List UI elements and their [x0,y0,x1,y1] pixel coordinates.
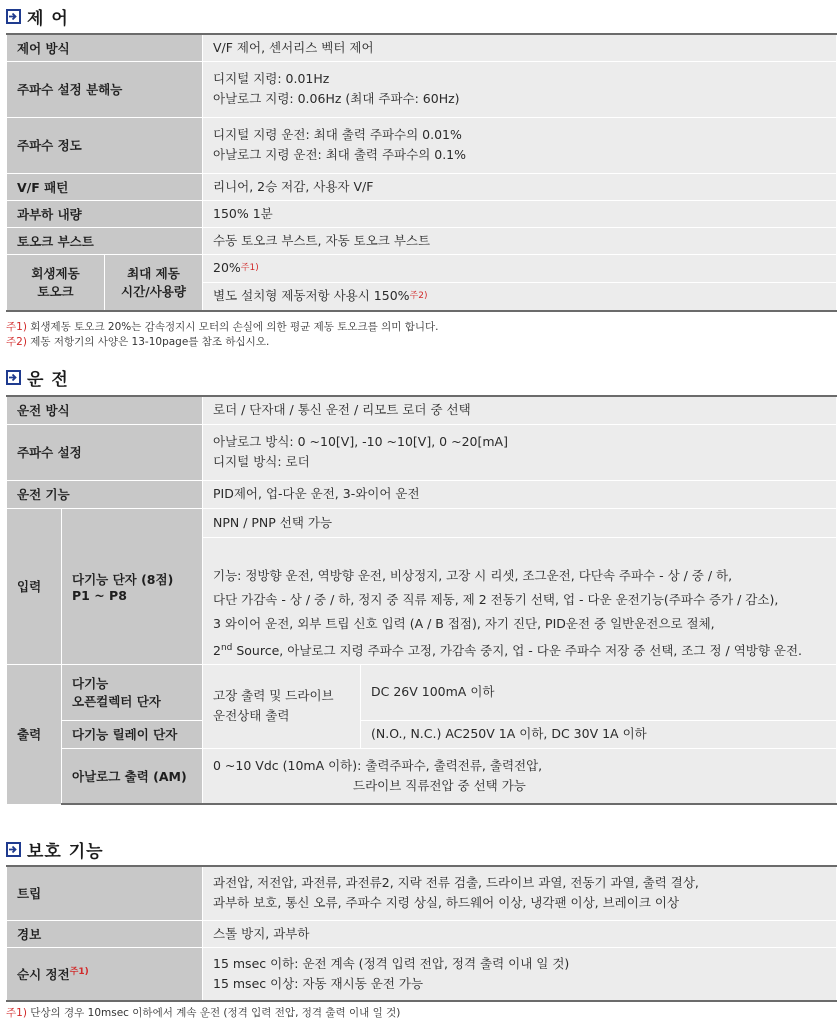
row-label: 과부하 내량 [7,200,203,227]
table-row [7,947,837,1001]
row-label: 주파수 설정 [7,424,203,480]
note-mark: 주1) [240,263,259,273]
table-row [7,748,837,804]
row-label: 운전 방식 [7,396,203,424]
footnote [6,320,439,335]
row-sublabel [62,664,203,720]
row-label: 토오크 부스트 [7,227,203,254]
value-text: 2 [213,642,221,658]
row-value: 150% 1분 [203,200,837,227]
label-line: 회생제동 [31,266,80,281]
table-row [7,34,837,61]
arrow-box-icon [6,370,21,385]
row-value: V/F 제어, 센서리스 벡터 제어 [203,34,837,61]
label-line: 다기능 [72,676,109,691]
table-row [7,480,837,508]
table-row [7,61,837,117]
arrow-box-icon [6,9,21,24]
row-value: 로더 / 단자대 / 통신 운전 / 리모트 로더 중 선택 [203,396,837,424]
note-mark: 주2) [6,336,27,348]
value-line: 아날로그 방식: 0 ~10[V], -10 ~10[V], 0 ~20[mA] [213,434,508,449]
row-label: 주파수 정도 [7,117,203,173]
row-label: 운전 기능 [7,480,203,508]
value-line: 다단 가감속 - 상 / 중 / 하, 정지 중 직류 제동, 제 2 전동기 선택, 업 - 다운 운전기능(주파수 증가 / 감소), [213,591,779,607]
table-row [7,173,837,200]
row-value: (N.O., N.C.) AC250V 1A 이하, DC 30V 1A 이하 [361,720,837,748]
section-title-text: 제 어 [27,8,69,29]
value-text: Source, 아날로그 지령 주파수 고정, 가감속 중지, 업 - 다운 주파수 저장 중 선택, 조그 정 / 역방향 운전. [232,642,803,658]
row-label: 트립 [7,866,203,920]
row-label: 입력 [7,508,62,664]
note-mark: 주1) [69,967,89,978]
value-line: 15 msec 이상: 자동 재시동 운전 가능 [213,975,424,991]
row-value [203,254,837,311]
table-row [7,424,837,480]
value-line: 드라이브 직류전압 중 선택 가능 [353,777,526,793]
row-sublabel: 다기능 릴레이 단자 [62,720,203,748]
table-row [7,254,837,311]
table-row [7,396,837,424]
footnotes-control [6,320,439,350]
label-text: 순시 정전 [17,967,70,983]
label-line: 오픈컬렉터 단자 [72,694,161,709]
value-block [203,537,836,664]
table-row [7,200,837,227]
note-mark: 주2) [409,291,428,301]
row-value: 스톨 방지, 과부하 [203,920,837,947]
row-value: 리니어, 2승 저감, 사용자 V/F [203,173,837,200]
section-title-text: 운 전 [27,369,69,390]
label-line: P1 ~ P8 [72,587,127,603]
control-spec-table [6,33,837,312]
section-title-control [6,3,69,29]
table-row [7,866,837,920]
row-value [203,424,837,480]
value-text: 20% [213,260,241,275]
value-line: 0 ~10 Vdc (10mA 이하): 출력주파수, 출력전류, 출력전압, [213,757,543,773]
row-value [203,61,837,117]
table-row [7,664,837,720]
note-text: 단상의 경우 10msec 이하에서 계속 운전 (정격 입력 전압, 정격 출력 이내 일 것) [26,1007,401,1019]
value-line [213,636,826,663]
table-row [7,920,837,947]
row-label: 제어 방식 [7,34,203,61]
label-line: 시간/사용량 [121,284,186,299]
value-line: 아날로그 지령 운전: 최대 출력 주파수의 0.1% [213,147,467,162]
footnotes-protection [6,1006,400,1021]
operation-spec-table [6,395,837,805]
row-value [203,947,837,1001]
table-row [7,508,837,664]
row-label: 주파수 설정 분해능 [7,61,203,117]
label-line: 다기능 단자 (8점) [72,571,174,587]
table-row [7,720,837,748]
note-mark: 주1) [6,1007,27,1019]
row-sublabel: 아날로그 출력 (AM) [62,748,203,804]
note-text: 제동 저항기의 사양은 13-10page를 참조 하십시오. [26,336,270,348]
row-label [7,947,203,1001]
value-line: 과전압, 저전압, 과전류, 과전류2, 지락 전류 검출, 드라이브 과열, 전동기 과열, 출력 결상, [213,875,699,891]
row-value [203,508,837,664]
value-text: 별도 설치형 제동저항 사용시 150% [213,288,410,303]
note-text: 회생제동 토오크 20%는 감속정지시 모터의 손실에 의한 평균 제동 토오크를 의미 합니다. [26,321,439,333]
row-label [7,254,105,311]
superscript: nd [220,642,233,653]
value-line: 운전상태 출력 [213,708,290,723]
value-line: 디지털 방식: 로더 [213,454,310,469]
row-label: 출력 [7,664,62,804]
arrow-box-icon [6,842,21,857]
value-line: 3 와이어 운전, 외부 트립 신호 입력 (A / B 접점), 자기 진단, PID운전 중 일반운전으로 절체, [213,615,715,631]
note-mark: 주1) [6,321,27,333]
row-sublabel [105,254,203,311]
value-line: 고장 출력 및 드라이브 [213,688,334,703]
section-title-operation [6,364,69,390]
row-label: V/F 패턴 [7,173,203,200]
label-line: 최대 제동 [127,266,180,281]
footnote [6,335,439,350]
value-line: 15 msec 이하: 운전 계속 (정격 입력 전압, 정격 출력 이내 일 것) [213,955,570,971]
value-line: NPN / PNP 선택 가능 [213,514,333,530]
section-title-text: 보호 기능 [27,841,104,862]
table-row [7,227,837,254]
row-value: PID제어, 업-다운 운전, 3-와이어 운전 [203,480,837,508]
value-line [203,282,836,310]
value-line: 기능: 정방향 운전, 역방향 운전, 비상정지, 고장 시 리셋, 조그운전, 다단속 주파수 - 상 / 중 / 하, [213,567,733,583]
label-line: 토오크 [37,284,74,299]
value-line [203,255,836,282]
table-row [7,117,837,173]
footnote [6,1006,400,1021]
row-value [203,748,837,804]
value-line: 디지털 지령: 0.01Hz [213,71,330,86]
protection-spec-table [6,865,837,1002]
row-sublabel [62,508,203,664]
row-value [203,117,837,173]
value-line: 아날로그 지령: 0.06Hz (최대 주파수: 60Hz) [213,91,460,106]
row-value: 수동 토오크 부스트, 자동 토오크 부스트 [203,227,837,254]
section-title-protection [6,836,104,862]
row-midlabel [203,664,361,748]
value-line: 디지털 지령 운전: 최대 출력 주파수의 0.01% [213,127,462,142]
row-value [203,866,837,920]
value-line: 과부하 보호, 통신 오류, 주파수 지령 상실, 하드웨어 이상, 냉각팬 이상, 브레이크 이상 [213,895,680,911]
row-label: 경보 [7,920,203,947]
row-value: DC 26V 100mA 이하 [361,664,837,720]
